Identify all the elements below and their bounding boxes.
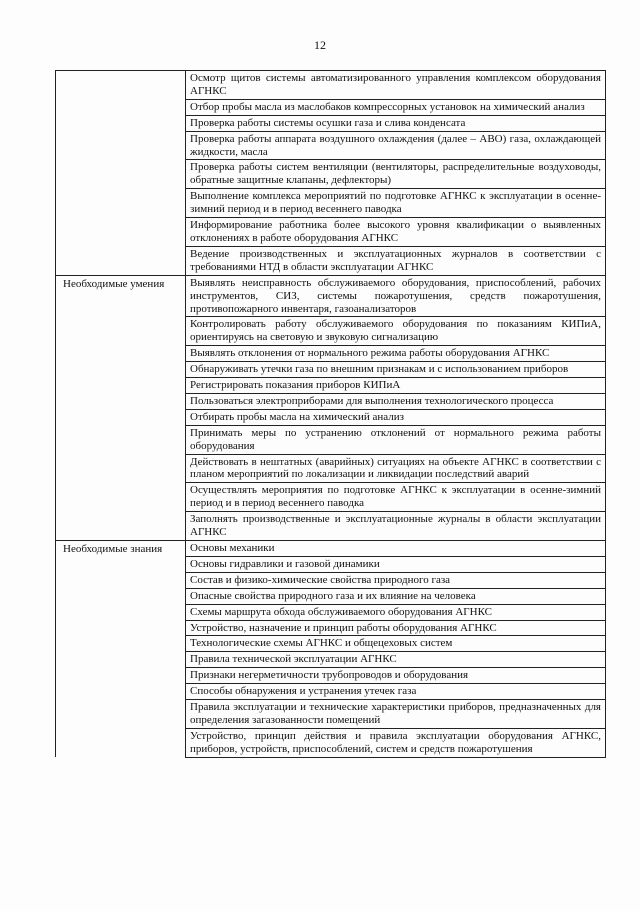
page-number: 12: [314, 38, 326, 52]
item-cell: [186, 362, 606, 378]
item-text: Пользоваться электроприборами для выполнения технологического процесса: [190, 394, 554, 407]
item-text: Устройство, назначение и принцип работы оборудования АГНКС: [190, 621, 497, 634]
item-cell: [186, 636, 606, 652]
item-text: Выполнение комплекса мероприятий по подготовке АГНКС к эксплуатации в осенне-зимний период и в период весеннего паводка: [190, 190, 601, 216]
item-cell: [186, 131, 606, 160]
item-cell: [186, 588, 606, 604]
item-cell: [186, 668, 606, 684]
item-cell: [186, 483, 606, 512]
item-text: Состав и физико-химические свойства природного газа: [190, 573, 451, 586]
item-cell: [186, 409, 606, 425]
competency-table-body: [56, 71, 606, 758]
item-cell: [186, 378, 606, 394]
item-text: Выявлять отклонения от нормального режима работы оборудования АГНКС: [190, 347, 550, 360]
item-cell: [186, 652, 606, 668]
item-text: Основы гидравлики и газовой динамики: [190, 557, 380, 570]
competency-table: [55, 70, 606, 758]
item-text: Действовать в нештатных (аварийных) ситуациях на объекте АГНКС в соответствии с планом мероприятий по локализации и ликвидации последствий аварий: [190, 455, 601, 481]
item-cell: [186, 160, 606, 189]
item-cell: [186, 512, 606, 541]
item-cell: [186, 317, 606, 346]
item-text: Проверка работы системы осушки газа и слива конденсата: [190, 116, 466, 129]
item-text: Признаки негерметичности трубопроводов и оборудования: [190, 669, 469, 682]
item-cell: [186, 425, 606, 454]
item-text: Осуществлять мероприятия по подготовке АГНКС к эксплуатации в осенне-зимний период и в период весеннего паводка: [190, 484, 601, 510]
item-cell: [186, 620, 606, 636]
item-text: Проверка работы аппарата воздушного охлаждения (далее – АВО) газа, охлаждающей жидкости, масла: [190, 132, 601, 158]
item-text: Правила эксплуатации и технические характеристики приборов, предназначенных для определения загазованности помещений: [190, 701, 601, 726]
item-cell: [186, 99, 606, 115]
item-text: Заполнять производственные и эксплуатационные журналы в области эксплуатации АГНКС: [190, 513, 601, 539]
item-text: Осмотр щитов системы автоматизированного управления комплексом оборудования АГНКС: [190, 72, 601, 97]
item-cell: [186, 115, 606, 131]
item-text: Опасные свойства природного газа и их влияние на человека: [190, 589, 476, 602]
item-cell: [186, 393, 606, 409]
item-cell: [186, 684, 606, 700]
item-text: Способы обнаружения и устранения утечек газа: [190, 685, 417, 698]
item-text: Отбирать пробы масла на химический анализ: [190, 410, 404, 423]
item-text: Отбор пробы масла из маслобаков компрессорных установок на химический анализ: [190, 100, 585, 113]
item-text: Принимать меры по устранению отклонений от нормального режима работы оборудования: [190, 426, 601, 452]
item-text: Устройство, принцип действия и правила эксплуатации оборудования АГНКС, приборов, устройств, приспособлений, систем и средств пожаротушения: [190, 729, 601, 755]
item-text: Проверка работы систем вентиляции (вентиляторы, распределительные воздуховоды, обратные защитные клапаны, дефлекторы): [190, 161, 601, 187]
table-row: [56, 71, 606, 100]
item-text: Ведение производственных и эксплуатационных журналов в соответствии с требованиями НТД в области эксплуатации АГНКС: [190, 247, 601, 273]
item-cell: [186, 541, 606, 557]
item-cell: [186, 189, 606, 218]
item-cell: [186, 604, 606, 620]
item-text: Правила технической эксплуатации АГНКС: [190, 653, 397, 666]
item-cell: [186, 700, 606, 729]
category-cell: Необходимые умения: [56, 275, 186, 540]
item-text: Регистрировать показания приборов КИПиА: [190, 379, 401, 392]
item-text: Схемы маршрута обхода обслуживаемого оборудования АГНКС: [190, 605, 492, 618]
item-cell: [186, 218, 606, 247]
item-text: Контролировать работу обслуживаемого оборудования по показаниям КИПиА, ориентируясь на световую и звуковую сигнализацию: [190, 318, 601, 344]
table-row: [56, 275, 606, 317]
table-row: [56, 541, 606, 557]
category-cell: Необходимые знания: [56, 541, 186, 758]
item-cell: [186, 275, 606, 317]
item-cell: [186, 346, 606, 362]
item-cell: [186, 556, 606, 572]
item-text: Обнаруживать утечки газа по внешним признакам и с использованием приборов: [190, 363, 569, 376]
item-cell: [186, 71, 606, 100]
item-cell: [186, 246, 606, 275]
item-cell: [186, 572, 606, 588]
item-text: Основы механики: [190, 542, 275, 554]
category-cell: [56, 71, 186, 276]
item-cell: [186, 728, 606, 757]
item-text: Информирование работника более высокого уровня квалификации о выявленных отклонениях в работе оборудования АГНКС: [190, 219, 601, 244]
item-text: Выявлять неисправность обслуживаемого оборудования, приспособлений, рабочих инструментов, СИЗ, системы пожаротушения, средств пожаротушения, противопожарного инвентаря, газоанализаторов: [190, 276, 601, 315]
item-cell: [186, 454, 606, 483]
item-text: Технологические схемы АГНКС и общецеховых систем: [190, 637, 453, 650]
